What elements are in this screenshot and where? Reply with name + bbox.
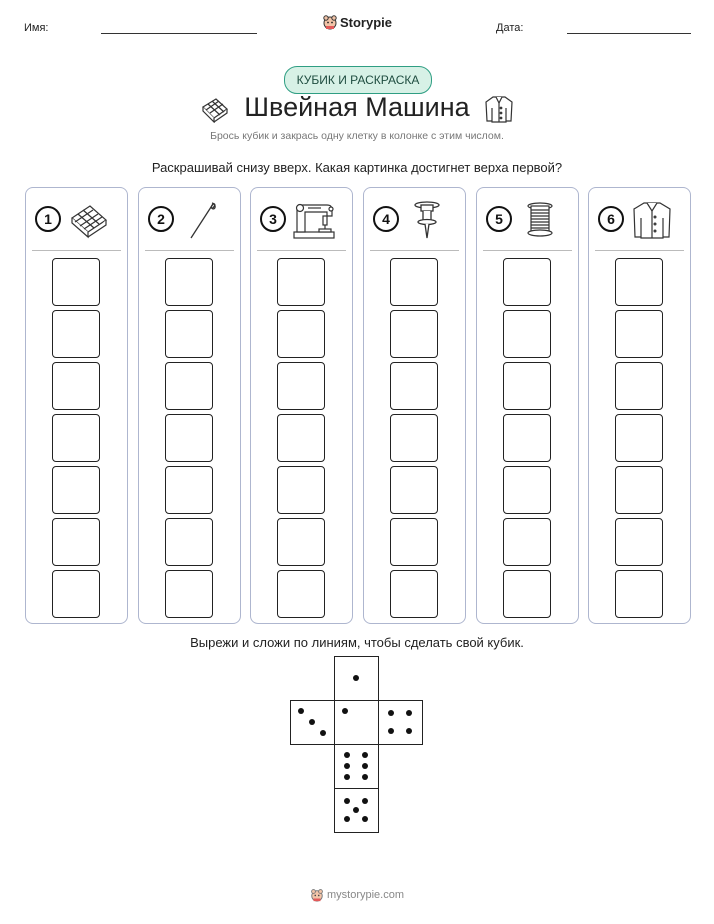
color-cell[interactable] xyxy=(52,258,100,306)
footer-url: mystorypie.com xyxy=(326,888,405,901)
color-cell[interactable] xyxy=(615,466,663,514)
needle-icon xyxy=(179,200,225,240)
die-face-3 xyxy=(290,700,335,745)
color-cell[interactable] xyxy=(277,362,325,410)
column-number: 3 xyxy=(260,206,286,232)
die-face-5 xyxy=(334,788,379,833)
column-number: 6 xyxy=(598,206,624,232)
storypie-logo-icon xyxy=(310,888,324,902)
sewing-machine-icon xyxy=(291,200,337,240)
color-cell[interactable] xyxy=(52,414,100,462)
column-1 xyxy=(25,187,128,624)
color-cell[interactable] xyxy=(390,362,438,410)
color-cell[interactable] xyxy=(390,414,438,462)
color-cell[interactable] xyxy=(165,362,213,410)
color-cell[interactable] xyxy=(165,466,213,514)
pip xyxy=(320,730,326,736)
color-cell[interactable] xyxy=(165,518,213,566)
color-cell[interactable] xyxy=(615,518,663,566)
column-2 xyxy=(138,187,241,624)
color-cell[interactable] xyxy=(615,310,663,358)
color-cell[interactable] xyxy=(52,362,100,410)
color-cell[interactable] xyxy=(390,570,438,618)
pip xyxy=(342,708,348,714)
folded-fabric-icon xyxy=(200,95,230,123)
die-face-1 xyxy=(334,700,379,745)
column-divider xyxy=(257,250,346,251)
color-cell[interactable] xyxy=(503,258,551,306)
pip xyxy=(298,708,304,714)
color-cell[interactable] xyxy=(615,258,663,306)
color-cell[interactable] xyxy=(615,570,663,618)
column-6 xyxy=(588,187,691,624)
pip xyxy=(388,710,394,716)
jacket-icon xyxy=(484,94,514,124)
color-cell[interactable] xyxy=(165,570,213,618)
color-cell[interactable] xyxy=(52,466,100,514)
column-5 xyxy=(476,187,579,624)
color-cell[interactable] xyxy=(165,258,213,306)
column-4 xyxy=(363,187,466,624)
thread-spool-icon xyxy=(517,200,563,240)
column-number: 4 xyxy=(373,206,399,232)
color-cell[interactable] xyxy=(277,414,325,462)
cut-instruction: Вырежи и сложи по линиям, чтобы сделать свой кубик. xyxy=(190,635,524,650)
column-divider xyxy=(145,250,234,251)
color-cell[interactable] xyxy=(503,570,551,618)
pip xyxy=(406,728,412,734)
pip xyxy=(309,719,315,725)
pip xyxy=(362,763,368,769)
fabric-icon xyxy=(66,200,112,240)
color-cell[interactable] xyxy=(503,414,551,462)
jacket-icon xyxy=(629,200,675,240)
color-cell[interactable] xyxy=(503,518,551,566)
color-cell[interactable] xyxy=(277,518,325,566)
pip xyxy=(353,675,359,681)
column-number: 2 xyxy=(148,206,174,232)
footer xyxy=(0,888,714,902)
color-cell[interactable] xyxy=(390,310,438,358)
die-face-6 xyxy=(334,744,379,789)
pip xyxy=(362,752,368,758)
pip xyxy=(344,798,350,804)
die-face-1 xyxy=(334,656,379,701)
instruction: Раскрашивай снизу вверх. Какая картинка достигнет верха первой? xyxy=(151,160,563,175)
column-divider xyxy=(32,250,121,251)
date-label: Дата: xyxy=(496,22,524,34)
die-face-4 xyxy=(378,700,423,745)
color-cell[interactable] xyxy=(615,362,663,410)
color-cell[interactable] xyxy=(52,570,100,618)
color-cell[interactable] xyxy=(615,414,663,462)
page-title xyxy=(0,92,714,124)
color-cell[interactable] xyxy=(52,518,100,566)
pin-icon xyxy=(404,200,450,240)
column-divider xyxy=(595,250,684,251)
brand-name: Storypie xyxy=(339,14,392,30)
color-cell[interactable] xyxy=(277,310,325,358)
pip xyxy=(344,752,350,758)
column-3 xyxy=(250,187,353,624)
date-line xyxy=(567,33,691,34)
storypie-logo-icon xyxy=(322,14,338,33)
name-line xyxy=(101,33,257,34)
pip xyxy=(362,774,368,780)
activity-badge: КУБИК И РАСКРАСКА xyxy=(284,66,432,94)
pip xyxy=(388,728,394,734)
name-label: Имя: xyxy=(24,22,49,34)
pip xyxy=(344,816,350,822)
color-cell[interactable] xyxy=(165,414,213,462)
column-divider xyxy=(483,250,572,251)
pip xyxy=(406,710,412,716)
pip xyxy=(362,798,368,804)
pip xyxy=(344,774,350,780)
color-cell[interactable] xyxy=(277,258,325,306)
color-cell[interactable] xyxy=(277,570,325,618)
color-cell[interactable] xyxy=(390,258,438,306)
color-cell[interactable] xyxy=(165,310,213,358)
color-cell[interactable] xyxy=(390,518,438,566)
color-cell[interactable] xyxy=(503,310,551,358)
column-number: 1 xyxy=(35,206,61,232)
pip xyxy=(344,763,350,769)
column-number: 5 xyxy=(486,206,512,232)
color-cell[interactable] xyxy=(52,310,100,358)
pip xyxy=(362,816,368,822)
color-cell[interactable] xyxy=(277,466,325,514)
subtitle: Брось кубик и закрась одну клетку в колонке с этим числом. xyxy=(210,130,504,142)
color-cell[interactable] xyxy=(503,362,551,410)
color-cell[interactable] xyxy=(503,466,551,514)
color-cell[interactable] xyxy=(390,466,438,514)
column-divider xyxy=(370,250,459,251)
title-text: Швейная Машина xyxy=(244,92,470,122)
pip xyxy=(353,807,359,813)
brand xyxy=(0,14,714,33)
